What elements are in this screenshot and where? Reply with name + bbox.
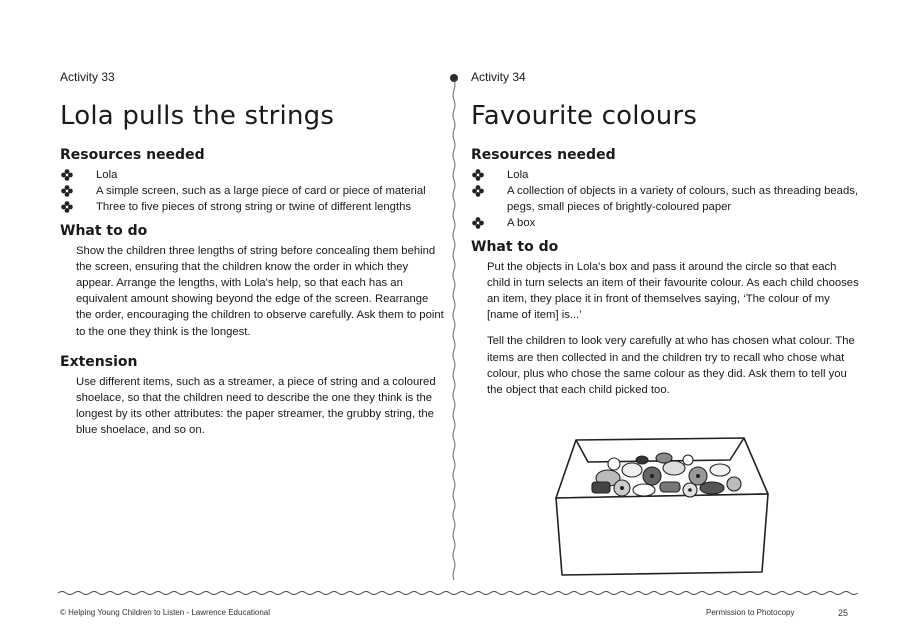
what-to-do-heading: What to do xyxy=(60,222,148,239)
activity-label: Activity 33 xyxy=(60,70,115,84)
resources-list xyxy=(471,167,859,231)
activity-label: Activity 34 xyxy=(471,70,526,84)
list-item xyxy=(471,215,859,231)
flower-bullet-icon xyxy=(61,185,73,197)
what-to-do-heading: What to do xyxy=(471,238,559,255)
resources-list xyxy=(60,167,446,215)
activity-34-column xyxy=(471,70,859,406)
resource-text: Three to five pieces of strong string or twine of different lengths xyxy=(96,200,412,213)
what-to-do-text: Put the objects in Lola's box and pass it around the circle so that each child in turn selects an item of their favourite colour. As each child chooses an item, they place it in front of themselves saying, ‘The colour of my [name of item] is...’ xyxy=(487,260,859,322)
page-number: 25 xyxy=(838,608,849,618)
list-item xyxy=(60,167,446,183)
extension-text: Use different items, such as a streamer, a piece of string and a coloured shoelace, so that the children need to describe the one they think is the longest by its other attributes: the paper streamer, the grubby string, the blue shoelace, and so on. xyxy=(76,375,436,437)
resource-text: A box xyxy=(507,216,536,229)
permission-text: Permission to Photocopy xyxy=(706,608,795,617)
what-to-do-text-2: Tell the children to look very carefully at who has chosen what colour. The items are then collected in and the children try to recall who chose what colour, plus who chose the same colour as they did. Ask them to tell you the object that each child picked too. xyxy=(487,335,855,397)
box-of-objects-illustration xyxy=(548,432,770,577)
resource-text: A collection of objects in a variety of colours, such as threading beads, pegs, small pieces of brightly-coloured paper xyxy=(507,184,859,213)
what-to-do-text: Show the children three lengths of string before concealing them behind the screen, ensuring that the children know the order in which they appear. Arrange the lengths, with Lola's help, so that each has an equivalent amount showing beyond the edge of the screen. Rearrange the order, encouraging the children to observe carefully. Ask them to point to the one they think is the longest. xyxy=(76,244,444,338)
flower-bullet-icon xyxy=(61,169,73,181)
list-item xyxy=(471,183,859,215)
flower-bullet-icon xyxy=(472,217,484,229)
list-item xyxy=(471,167,859,183)
flower-bullet-icon xyxy=(61,201,73,213)
activity-title: Lola pulls the strings xyxy=(60,101,335,131)
column-divider xyxy=(449,80,459,585)
resources-heading: Resources needed xyxy=(60,146,205,163)
copyright-text: © Helping Young Children to Listen - Lawrence Educational xyxy=(60,608,271,617)
footer-wavy-line xyxy=(58,588,858,598)
activity-title: Favourite colours xyxy=(471,101,698,131)
resource-text: Lola xyxy=(96,168,118,181)
list-item xyxy=(60,199,446,215)
extension-heading: Extension xyxy=(60,353,138,370)
resource-text: Lola xyxy=(507,168,529,181)
activity-33-column xyxy=(60,70,446,447)
flower-bullet-icon xyxy=(472,185,484,197)
resource-text: A simple screen, such as a large piece of card or piece of material xyxy=(96,184,426,197)
resources-heading: Resources needed xyxy=(471,146,616,163)
list-item xyxy=(60,183,446,199)
flower-bullet-icon xyxy=(472,169,484,181)
